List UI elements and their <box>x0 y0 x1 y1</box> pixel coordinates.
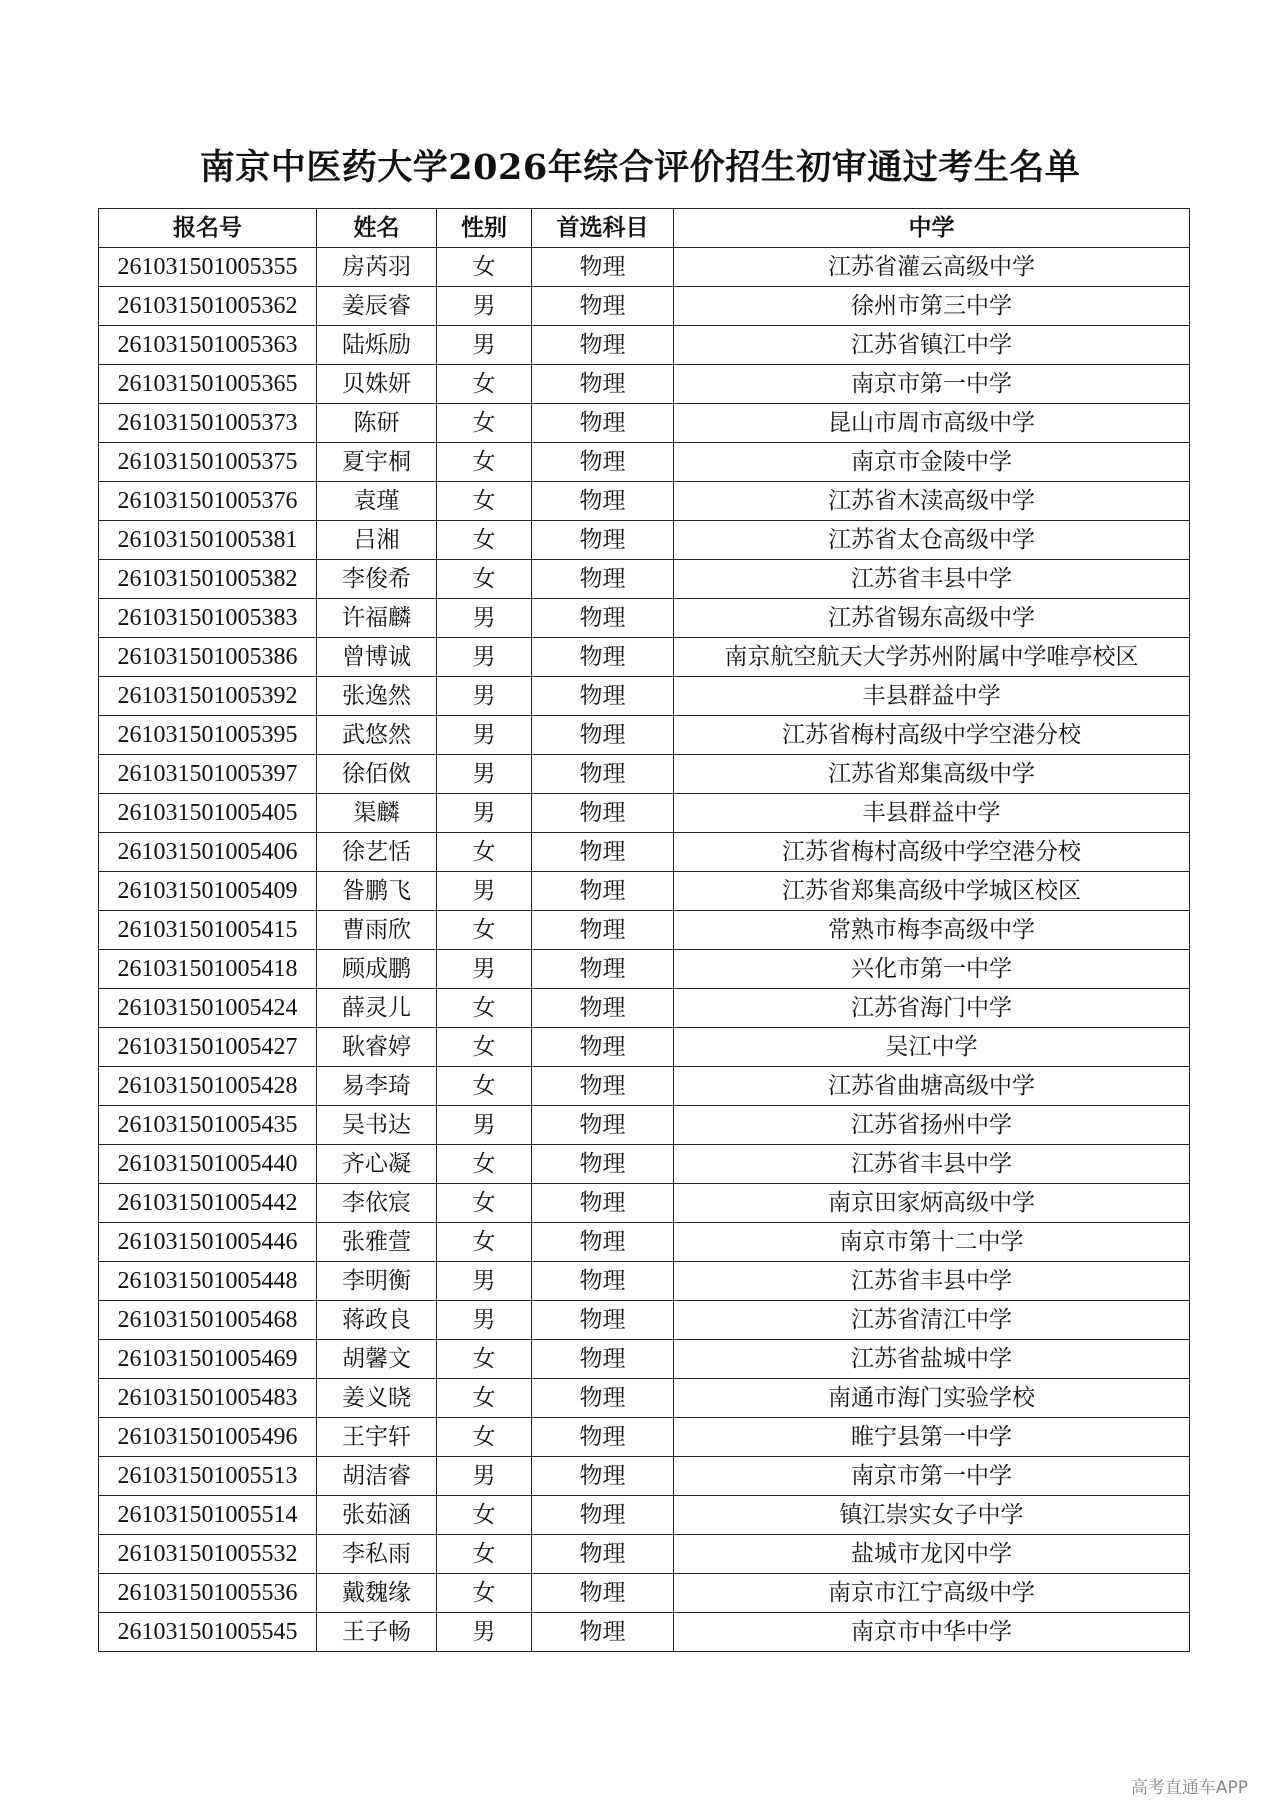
cell-gender: 女 <box>437 404 532 443</box>
cell-gender: 女 <box>437 911 532 950</box>
cell-gender: 男 <box>437 872 532 911</box>
cell-school: 南京市第十二中学 <box>674 1223 1190 1262</box>
cell-school: 江苏省丰县中学 <box>674 560 1190 599</box>
cell-id: 261031501005428 <box>99 1067 317 1106</box>
cell-name: 袁瑾 <box>317 482 437 521</box>
cell-school: 江苏省镇江中学 <box>674 326 1190 365</box>
table-row <box>99 248 1190 287</box>
cell-name: 渠麟 <box>317 794 437 833</box>
cell-id: 261031501005468 <box>99 1301 317 1340</box>
cell-id: 261031501005483 <box>99 1379 317 1418</box>
table-row <box>99 521 1190 560</box>
cell-school: 江苏省木渎高级中学 <box>674 482 1190 521</box>
cell-gender: 男 <box>437 755 532 794</box>
cell-gender: 女 <box>437 1223 532 1262</box>
cell-gender: 女 <box>437 989 532 1028</box>
cell-id: 261031501005424 <box>99 989 317 1028</box>
cell-id: 261031501005383 <box>99 599 317 638</box>
cell-id: 261031501005415 <box>99 911 317 950</box>
cell-subject: 物理 <box>532 1301 674 1340</box>
cell-name: 徐艺恬 <box>317 833 437 872</box>
cell-school: 镇江崇实女子中学 <box>674 1496 1190 1535</box>
cell-name: 耿睿婷 <box>317 1028 437 1067</box>
cell-subject: 物理 <box>532 1574 674 1613</box>
cell-subject: 物理 <box>532 1223 674 1262</box>
table-row <box>99 1301 1190 1340</box>
cell-name: 吴书达 <box>317 1106 437 1145</box>
cell-id: 261031501005373 <box>99 404 317 443</box>
cell-school: 江苏省梅村高级中学空港分校 <box>674 716 1190 755</box>
table-row <box>99 872 1190 911</box>
cell-subject: 物理 <box>532 1067 674 1106</box>
cell-name: 李依宸 <box>317 1184 437 1223</box>
cell-id: 261031501005514 <box>99 1496 317 1535</box>
cell-gender: 男 <box>437 716 532 755</box>
cell-name: 徐佰傚 <box>317 755 437 794</box>
cell-subject: 物理 <box>532 755 674 794</box>
cell-id: 261031501005532 <box>99 1535 317 1574</box>
cell-gender: 男 <box>437 599 532 638</box>
cell-gender: 男 <box>437 677 532 716</box>
cell-subject: 物理 <box>532 365 674 404</box>
cell-subject: 物理 <box>532 716 674 755</box>
cell-school: 南通市海门实验学校 <box>674 1379 1190 1418</box>
cell-gender: 女 <box>437 521 532 560</box>
cell-id: 261031501005409 <box>99 872 317 911</box>
cell-subject: 物理 <box>532 677 674 716</box>
cell-subject: 物理 <box>532 1457 674 1496</box>
cell-subject: 物理 <box>532 872 674 911</box>
cell-school: 丰县群益中学 <box>674 794 1190 833</box>
cell-name: 胡洁睿 <box>317 1457 437 1496</box>
cell-name: 姜义晓 <box>317 1379 437 1418</box>
cell-school: 江苏省盐城中学 <box>674 1340 1190 1379</box>
table-row <box>99 1535 1190 1574</box>
cell-gender: 女 <box>437 1028 532 1067</box>
cell-name: 李明衡 <box>317 1262 437 1301</box>
cell-id: 261031501005469 <box>99 1340 317 1379</box>
cell-gender: 男 <box>437 950 532 989</box>
cell-subject: 物理 <box>532 248 674 287</box>
cell-subject: 物理 <box>532 1262 674 1301</box>
cell-school: 江苏省梅村高级中学空港分校 <box>674 833 1190 872</box>
cell-school: 江苏省锡东高级中学 <box>674 599 1190 638</box>
cell-gender: 女 <box>437 1067 532 1106</box>
table-row <box>99 638 1190 677</box>
cell-id: 261031501005446 <box>99 1223 317 1262</box>
candidate-table <box>98 208 1190 1652</box>
table-row <box>99 365 1190 404</box>
cell-gender: 男 <box>437 326 532 365</box>
cell-school: 江苏省郑集高级中学 <box>674 755 1190 794</box>
cell-gender: 男 <box>437 1613 532 1652</box>
cell-name: 李俊希 <box>317 560 437 599</box>
table-row <box>99 1106 1190 1145</box>
cell-id: 261031501005362 <box>99 287 317 326</box>
cell-name: 易李琦 <box>317 1067 437 1106</box>
cell-school: 徐州市第三中学 <box>674 287 1190 326</box>
cell-gender: 女 <box>437 1535 532 1574</box>
cell-subject: 物理 <box>532 521 674 560</box>
cell-subject: 物理 <box>532 326 674 365</box>
cell-gender: 女 <box>437 482 532 521</box>
cell-school: 南京市中华中学 <box>674 1613 1190 1652</box>
column-header-name: 姓名 <box>317 209 437 248</box>
cell-subject: 物理 <box>532 638 674 677</box>
cell-name: 胡馨文 <box>317 1340 437 1379</box>
cell-id: 261031501005406 <box>99 833 317 872</box>
cell-subject: 物理 <box>532 1028 674 1067</box>
cell-school: 南京田家炳高级中学 <box>674 1184 1190 1223</box>
cell-school: 南京航空航天大学苏州附属中学唯亭校区 <box>674 638 1190 677</box>
cell-name: 曾博诚 <box>317 638 437 677</box>
column-header-subject: 首选科目 <box>532 209 674 248</box>
cell-gender: 女 <box>437 248 532 287</box>
cell-gender: 女 <box>437 1340 532 1379</box>
cell-name: 蒋政良 <box>317 1301 437 1340</box>
table-row <box>99 599 1190 638</box>
cell-id: 261031501005392 <box>99 677 317 716</box>
column-header-gender: 性别 <box>437 209 532 248</box>
cell-gender: 男 <box>437 1457 532 1496</box>
cell-subject: 物理 <box>532 1496 674 1535</box>
table-row <box>99 1613 1190 1652</box>
cell-id: 261031501005536 <box>99 1574 317 1613</box>
cell-school: 常熟市梅李高级中学 <box>674 911 1190 950</box>
cell-name: 张逸然 <box>317 677 437 716</box>
cell-school: 南京市第一中学 <box>674 1457 1190 1496</box>
cell-school: 江苏省灌云高级中学 <box>674 248 1190 287</box>
cell-gender: 女 <box>437 560 532 599</box>
cell-name: 陈研 <box>317 404 437 443</box>
cell-gender: 女 <box>437 1418 532 1457</box>
table-row <box>99 443 1190 482</box>
table-body <box>99 248 1190 1652</box>
page-title: 南京中医药大学2026年综合评价招生初审通过考生名单 <box>199 147 1081 188</box>
cell-name: 房芮羽 <box>317 248 437 287</box>
cell-gender: 男 <box>437 1301 532 1340</box>
cell-school: 吴江中学 <box>674 1028 1190 1067</box>
cell-school: 江苏省太仓高级中学 <box>674 521 1190 560</box>
cell-name: 昝鹏飞 <box>317 872 437 911</box>
cell-gender: 女 <box>437 1574 532 1613</box>
cell-school: 南京市第一中学 <box>674 365 1190 404</box>
cell-subject: 物理 <box>532 950 674 989</box>
cell-school: 南京市江宁高级中学 <box>674 1574 1190 1613</box>
cell-id: 261031501005427 <box>99 1028 317 1067</box>
cell-id: 261031501005386 <box>99 638 317 677</box>
table-row <box>99 1184 1190 1223</box>
cell-school: 南京市金陵中学 <box>674 443 1190 482</box>
cell-subject: 物理 <box>532 989 674 1028</box>
cell-gender: 女 <box>437 1184 532 1223</box>
table-row <box>99 1574 1190 1613</box>
cell-gender: 男 <box>437 287 532 326</box>
cell-name: 贝姝妍 <box>317 365 437 404</box>
cell-id: 261031501005381 <box>99 521 317 560</box>
cell-subject: 物理 <box>532 1145 674 1184</box>
table-row <box>99 1457 1190 1496</box>
cell-gender: 女 <box>437 1379 532 1418</box>
table-row <box>99 1145 1190 1184</box>
table-row <box>99 404 1190 443</box>
table-row <box>99 677 1190 716</box>
table-row <box>99 560 1190 599</box>
cell-name: 薛灵儿 <box>317 989 437 1028</box>
cell-name: 戴魏缘 <box>317 1574 437 1613</box>
cell-subject: 物理 <box>532 1535 674 1574</box>
table-row <box>99 326 1190 365</box>
table-row <box>99 1496 1190 1535</box>
cell-gender: 男 <box>437 1262 532 1301</box>
cell-gender: 男 <box>437 1106 532 1145</box>
cell-gender: 男 <box>437 638 532 677</box>
cell-subject: 物理 <box>532 482 674 521</box>
cell-subject: 物理 <box>532 1340 674 1379</box>
table-row <box>99 716 1190 755</box>
cell-gender: 女 <box>437 833 532 872</box>
cell-school: 丰县群益中学 <box>674 677 1190 716</box>
table-row <box>99 482 1190 521</box>
cell-id: 261031501005496 <box>99 1418 317 1457</box>
cell-school: 江苏省海门中学 <box>674 989 1190 1028</box>
cell-id: 261031501005405 <box>99 794 317 833</box>
cell-id: 261031501005442 <box>99 1184 317 1223</box>
cell-name: 李私雨 <box>317 1535 437 1574</box>
cell-gender: 女 <box>437 365 532 404</box>
table-row <box>99 755 1190 794</box>
cell-name: 武悠然 <box>317 716 437 755</box>
cell-name: 陆烁励 <box>317 326 437 365</box>
cell-name: 王子畅 <box>317 1613 437 1652</box>
table-row <box>99 989 1190 1028</box>
cell-school: 盐城市龙冈中学 <box>674 1535 1190 1574</box>
cell-id: 261031501005363 <box>99 326 317 365</box>
cell-school: 江苏省丰县中学 <box>674 1145 1190 1184</box>
cell-subject: 物理 <box>532 1184 674 1223</box>
cell-subject: 物理 <box>532 599 674 638</box>
cell-id: 261031501005397 <box>99 755 317 794</box>
cell-school: 江苏省郑集高级中学城区校区 <box>674 872 1190 911</box>
cell-id: 261031501005365 <box>99 365 317 404</box>
cell-name: 吕湘 <box>317 521 437 560</box>
table-row <box>99 794 1190 833</box>
cell-id: 261031501005513 <box>99 1457 317 1496</box>
table-row <box>99 1418 1190 1457</box>
table-row <box>99 911 1190 950</box>
cell-subject: 物理 <box>532 1418 674 1457</box>
cell-school: 昆山市周市高级中学 <box>674 404 1190 443</box>
cell-subject: 物理 <box>532 833 674 872</box>
cell-name: 齐心凝 <box>317 1145 437 1184</box>
cell-id: 261031501005376 <box>99 482 317 521</box>
table-row <box>99 1223 1190 1262</box>
cell-subject: 物理 <box>532 287 674 326</box>
cell-name: 张茹涵 <box>317 1496 437 1535</box>
cell-name: 姜辰睿 <box>317 287 437 326</box>
column-header-school: 中学 <box>674 209 1190 248</box>
cell-school: 兴化市第一中学 <box>674 950 1190 989</box>
table-header-row <box>99 209 1190 248</box>
table-row <box>99 1379 1190 1418</box>
cell-name: 顾成鹏 <box>317 950 437 989</box>
cell-subject: 物理 <box>532 911 674 950</box>
cell-id: 261031501005440 <box>99 1145 317 1184</box>
watermark: 高考直通车APP <box>1130 1778 1248 1798</box>
cell-gender: 女 <box>437 443 532 482</box>
cell-subject: 物理 <box>532 560 674 599</box>
cell-school: 江苏省扬州中学 <box>674 1106 1190 1145</box>
cell-id: 261031501005375 <box>99 443 317 482</box>
cell-id: 261031501005435 <box>99 1106 317 1145</box>
cell-name: 曹雨欣 <box>317 911 437 950</box>
cell-name: 张雅萱 <box>317 1223 437 1262</box>
cell-school: 江苏省丰县中学 <box>674 1262 1190 1301</box>
cell-id: 261031501005545 <box>99 1613 317 1652</box>
column-header-id: 报名号 <box>99 209 317 248</box>
cell-subject: 物理 <box>532 1379 674 1418</box>
table-row <box>99 1028 1190 1067</box>
cell-subject: 物理 <box>532 404 674 443</box>
cell-id: 261031501005418 <box>99 950 317 989</box>
cell-name: 许福麟 <box>317 599 437 638</box>
cell-id: 261031501005448 <box>99 1262 317 1301</box>
cell-school: 睢宁县第一中学 <box>674 1418 1190 1457</box>
table-row <box>99 1340 1190 1379</box>
cell-id: 261031501005395 <box>99 716 317 755</box>
table-row <box>99 287 1190 326</box>
table-row <box>99 1262 1190 1301</box>
table-row <box>99 950 1190 989</box>
cell-id: 261031501005382 <box>99 560 317 599</box>
cell-school: 江苏省曲塘高级中学 <box>674 1067 1190 1106</box>
cell-school: 江苏省清江中学 <box>674 1301 1190 1340</box>
cell-subject: 物理 <box>532 1106 674 1145</box>
cell-subject: 物理 <box>532 443 674 482</box>
cell-id: 261031501005355 <box>99 248 317 287</box>
cell-gender: 女 <box>437 1145 532 1184</box>
table-row <box>99 1067 1190 1106</box>
cell-name: 王宇轩 <box>317 1418 437 1457</box>
cell-subject: 物理 <box>532 794 674 833</box>
table-row <box>99 833 1190 872</box>
cell-subject: 物理 <box>532 1613 674 1652</box>
cell-name: 夏宇桐 <box>317 443 437 482</box>
cell-gender: 男 <box>437 794 532 833</box>
cell-gender: 女 <box>437 1496 532 1535</box>
